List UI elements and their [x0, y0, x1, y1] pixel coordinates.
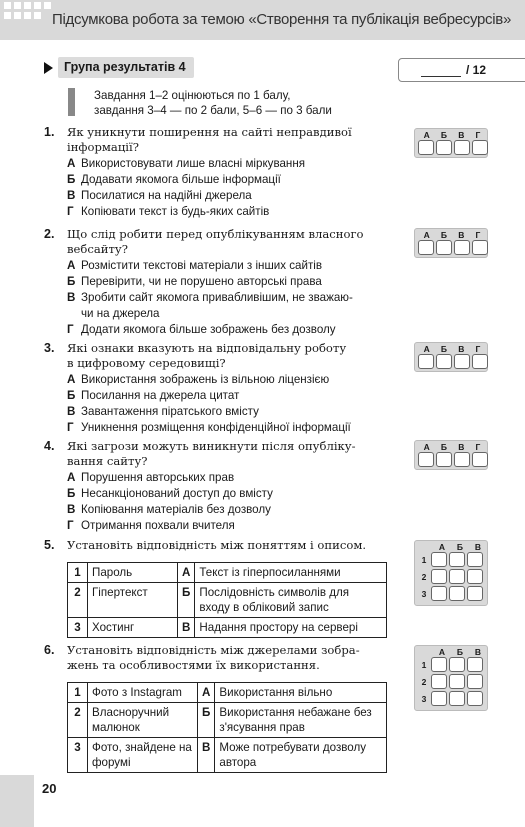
footer-band: [0, 775, 34, 827]
scoring-note: [94, 88, 332, 118]
table-row: [68, 738, 387, 773]
option-letter: В: [67, 405, 76, 418]
col-label: В: [458, 130, 465, 140]
option[interactable]: [67, 274, 397, 289]
option-text: Отримання похвали вчителя: [81, 519, 235, 532]
answer-cell[interactable]: [418, 240, 434, 255]
row-number: 1: [68, 563, 88, 583]
answer-cell[interactable]: [431, 657, 447, 672]
option-letter: Б: [67, 275, 76, 288]
col-label: Б: [440, 230, 448, 240]
option[interactable]: [67, 470, 397, 485]
row-number: 2: [68, 703, 88, 738]
row-letter: Б: [178, 583, 195, 618]
option[interactable]: [67, 502, 397, 517]
answer-matrix-5: [414, 540, 488, 606]
answer-cell[interactable]: [436, 140, 452, 155]
option[interactable]: [67, 518, 397, 533]
score-blank[interactable]: [421, 76, 461, 77]
row-label: 3: [421, 693, 427, 704]
question-line: вебсайту?: [67, 242, 128, 256]
term-cell: Власноручний малюнок: [88, 703, 198, 738]
option[interactable]: [67, 420, 397, 435]
page-header: [0, 0, 525, 40]
option[interactable]: [67, 372, 397, 387]
option[interactable]: [67, 258, 397, 273]
col-label: А: [438, 647, 446, 657]
option-text: Використовувати лише власні міркування: [81, 157, 306, 170]
question-number: 4.: [44, 439, 55, 453]
option-text: Копіювати текст із будь-яких сайтів: [81, 205, 270, 218]
question-text: [67, 125, 417, 155]
term-cell: Фото, знайдене на форумі: [88, 738, 198, 773]
option-letter: А: [67, 157, 76, 170]
option-letter: Б: [67, 487, 76, 500]
question-text: [67, 227, 417, 257]
question-line: вання сайту?: [67, 454, 148, 468]
option-text: Використання зображень із вільною ліцензією: [81, 373, 330, 386]
row-letter: А: [198, 683, 215, 703]
row-label: 3: [421, 588, 427, 599]
answer-cell[interactable]: [436, 452, 452, 467]
question-text: [67, 643, 417, 673]
score-text: [421, 63, 486, 77]
option-text: Копіювання матеріалів без дозволу: [81, 503, 271, 516]
answer-cell[interactable]: [467, 674, 483, 689]
option-text: Посилатися на надійні джерела: [81, 189, 252, 202]
question-line: жень та особливостями їх використання.: [67, 658, 320, 672]
col-label: А: [438, 542, 446, 552]
row-number: 3: [68, 618, 88, 638]
col-label: Б: [440, 344, 448, 354]
row-letter: В: [198, 738, 215, 773]
col-label: Б: [440, 130, 448, 140]
answer-cell[interactable]: [449, 674, 465, 689]
option-letter: А: [67, 373, 76, 386]
option-letter: Г: [67, 421, 74, 434]
question-number: 2.: [44, 227, 55, 241]
col-label: Б: [456, 542, 464, 552]
description-cell: Текст із гіперпосиланнями: [195, 563, 387, 583]
note-line: завдання 3–4 — по 2 бали, 5–6 — по 3 бали: [94, 104, 332, 117]
answer-matrix-6: [414, 645, 488, 711]
answer-cell[interactable]: [418, 140, 434, 155]
answer-cell[interactable]: [454, 354, 470, 369]
answer-cell[interactable]: [467, 569, 483, 584]
table-row: [68, 703, 387, 738]
answer-cell[interactable]: [467, 657, 483, 672]
answer-grid-3: [414, 342, 488, 372]
answer-grid-2: [414, 228, 488, 258]
option[interactable]: [67, 404, 397, 419]
option-text: Завантаження піратського вмісту: [81, 405, 259, 418]
option-letter: Г: [67, 323, 74, 336]
option-text: Посилання на джерела цитат: [81, 389, 240, 402]
group-heading: [44, 57, 194, 78]
col-label: А: [423, 230, 430, 240]
col-label: В: [458, 230, 465, 240]
row-label: 2: [421, 676, 427, 687]
question-line: інформації?: [67, 140, 139, 154]
option-letter: Г: [67, 205, 74, 218]
col-label: А: [423, 344, 430, 354]
option[interactable]: [67, 172, 397, 187]
answer-cell[interactable]: [472, 140, 488, 155]
question-number: 3.: [44, 341, 55, 355]
option[interactable]: [67, 486, 397, 501]
row-letter: Б: [198, 703, 215, 738]
row-label: 1: [421, 659, 427, 670]
answer-cell[interactable]: [472, 240, 488, 255]
term-cell: Гіпертекст: [88, 583, 178, 618]
answer-cell[interactable]: [431, 569, 447, 584]
option-text: Несанкціонований доступ до вмісту: [81, 487, 273, 500]
row-number: 1: [68, 683, 88, 703]
answer-cell[interactable]: [449, 691, 465, 706]
table-row: [68, 583, 387, 618]
option-letter: Б: [67, 173, 76, 186]
option-letter: Г: [67, 519, 74, 532]
col-label: Г: [475, 130, 481, 140]
option-text: Додати якомога більше зображень без дозволу: [81, 323, 336, 336]
note-line: Завдання 1–2 оцінюються по 1 балу,: [94, 89, 291, 102]
question-line: Які загрози можуть виникнути після опубліку-: [67, 439, 356, 453]
answer-cell[interactable]: [472, 452, 488, 467]
col-label: В: [474, 542, 482, 552]
decorative-dots: [4, 2, 54, 22]
question-line: Що слід робити перед опублікуванням власного: [67, 227, 364, 241]
matching-table-6: [67, 682, 387, 773]
question-text: [67, 439, 417, 469]
row-label: 2: [421, 571, 427, 582]
answer-cell[interactable]: [454, 452, 470, 467]
question-line: в цифровому середовищі?: [67, 356, 226, 370]
option-text: Порушення авторських прав: [81, 471, 235, 484]
question-line: Як уникнути поширення на сайті неправдивої: [67, 125, 352, 139]
answer-cell[interactable]: [449, 552, 465, 567]
question-number: 5.: [44, 538, 55, 552]
col-label: Б: [440, 442, 448, 452]
matching-table-5: [67, 562, 387, 638]
col-label: Г: [475, 344, 481, 354]
row-letter: А: [178, 563, 195, 583]
question-text: [67, 341, 417, 371]
option-text: Розмістити текстові матеріали з інших сайтів: [81, 259, 323, 272]
page-number: 20: [42, 781, 57, 796]
option[interactable]: [67, 388, 397, 403]
answer-cell[interactable]: [436, 240, 452, 255]
option-letter: В: [67, 189, 76, 202]
option-text: Перевірити, чи не порушено авторські права: [81, 275, 322, 288]
question-number: 1.: [44, 125, 55, 139]
answer-cell[interactable]: [454, 240, 470, 255]
row-number: 3: [68, 738, 88, 773]
question-number: 6.: [44, 643, 55, 657]
answer-grid-4: [414, 440, 488, 470]
option-text: Додавати якомога більше інформації: [81, 173, 281, 186]
row-letter: В: [178, 618, 195, 638]
question-line: Які ознаки вказують на відповідальну роботу: [67, 341, 347, 355]
row-number: 2: [68, 583, 88, 618]
term-cell: Пароль: [88, 563, 178, 583]
option[interactable]: [67, 290, 397, 305]
col-label: А: [423, 130, 430, 140]
option-letter: Б: [67, 389, 76, 402]
description-cell: Використання небажане без з'ясування прав: [215, 703, 387, 738]
table-row: [68, 563, 387, 583]
header-title: Підсумкова робота за темою «Створення та публікація вебресурсів»: [52, 11, 511, 28]
answer-cell[interactable]: [449, 586, 465, 601]
option-letter: В: [67, 291, 76, 304]
option-text: Уникнення розміщення конфіденційної інформації: [81, 421, 351, 434]
answer-cell[interactable]: [418, 452, 434, 467]
table-row: [68, 683, 387, 703]
note-marker: [68, 88, 75, 116]
answer-cell[interactable]: [431, 674, 447, 689]
term-cell: Фото з Instagram: [88, 683, 198, 703]
answer-cell[interactable]: [431, 586, 447, 601]
answer-cell[interactable]: [436, 354, 452, 369]
group-label: Група результатів 4: [58, 57, 194, 78]
col-label: Г: [475, 442, 481, 452]
question-text: Установіть відповідність між поняттям і описом.: [67, 538, 367, 552]
term-cell: Хостинг: [88, 618, 178, 638]
answer-cell[interactable]: [449, 657, 465, 672]
table-row: [68, 618, 387, 638]
answer-cell[interactable]: [418, 354, 434, 369]
question-line: Установіть відповідність між джерелами зобра-: [67, 643, 360, 657]
description-cell: Може потребувати дозволу автора: [215, 738, 387, 773]
answer-cell[interactable]: [431, 691, 447, 706]
col-label: В: [474, 647, 482, 657]
col-label: В: [458, 344, 465, 354]
answer-cell[interactable]: [467, 586, 483, 601]
option-text: чи на джерела: [81, 307, 160, 320]
description-cell: Послідовність символів для входу в обліковий запис: [195, 583, 387, 618]
option[interactable]: [67, 156, 397, 171]
option[interactable]: [67, 204, 397, 219]
option[interactable]: [67, 322, 397, 337]
option-continuation: [67, 306, 397, 321]
score-max: / 12: [466, 63, 487, 77]
col-label: В: [458, 442, 465, 452]
option-letter: А: [67, 259, 76, 272]
description-cell: Надання простору на сервері: [195, 618, 387, 638]
option-letter: А: [67, 471, 76, 484]
answer-cell[interactable]: [449, 569, 465, 584]
answer-grid-1: [414, 128, 488, 158]
option-text: Зробити сайт якомога привабливішим, не зважаю-: [81, 291, 353, 304]
option[interactable]: [67, 188, 397, 203]
row-label: 1: [421, 554, 427, 565]
col-label: Г: [475, 230, 481, 240]
option-letter: В: [67, 503, 76, 516]
col-label: А: [423, 442, 430, 452]
col-label: Б: [456, 647, 464, 657]
answer-cell[interactable]: [467, 552, 483, 567]
answer-cell[interactable]: [454, 140, 470, 155]
answer-cell[interactable]: [431, 552, 447, 567]
description-cell: Використання вільно: [215, 683, 387, 703]
arrow-right-icon: [44, 62, 53, 74]
answer-cell[interactable]: [472, 354, 488, 369]
answer-cell[interactable]: [467, 691, 483, 706]
score-box: [398, 58, 525, 82]
